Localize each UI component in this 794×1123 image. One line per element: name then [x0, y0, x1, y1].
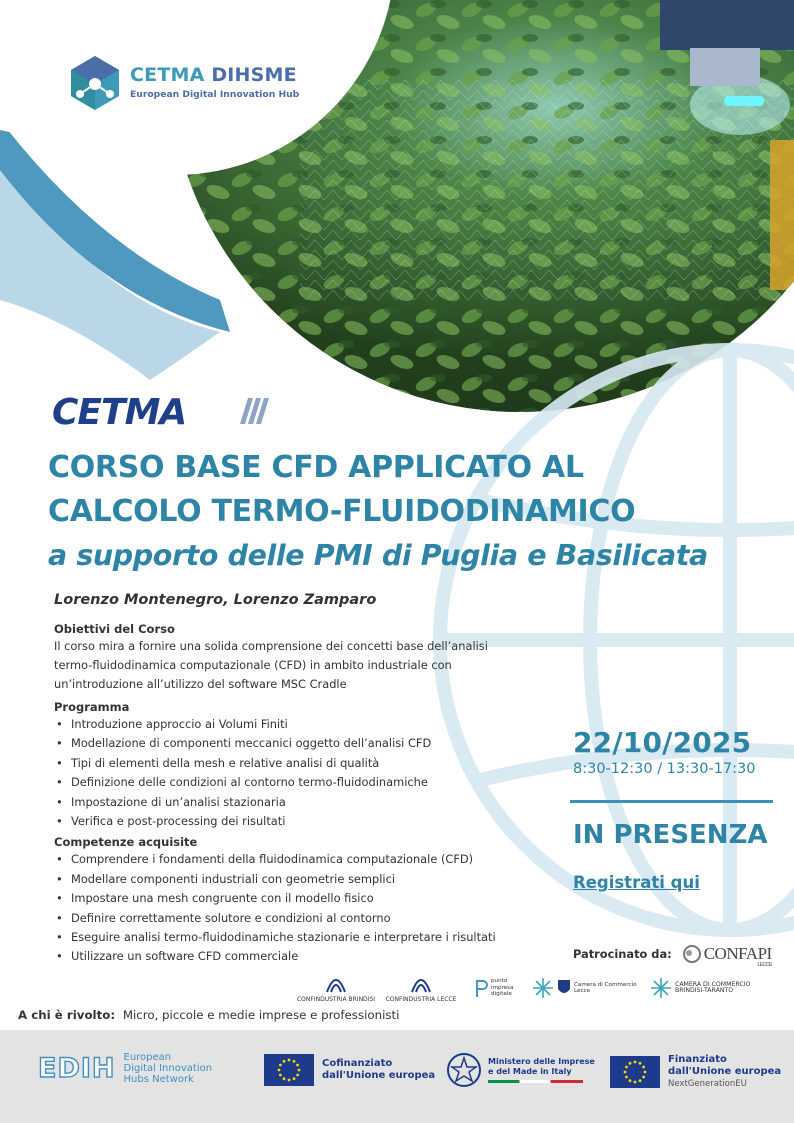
confapi-name: CONFAPI: [703, 944, 772, 963]
pid-line: digitale: [491, 991, 512, 998]
title-line-2: CALCOLO TERMO-FLUIDODINAMICO: [48, 494, 636, 529]
eu-fin-line: NextGenerationEU: [668, 1079, 747, 1089]
cetma-logo[interactable]: [52, 394, 274, 428]
audience-label: A chi è rivolto:: [18, 1008, 116, 1022]
confapi-swirl-icon: [682, 944, 702, 964]
eu-fin-line: dall'Unione europea: [668, 1066, 782, 1077]
register-link[interactable]: Registrati qui: [573, 873, 700, 892]
program-heading: Programma: [54, 700, 130, 714]
edih-logo[interactable]: [38, 1052, 212, 1085]
patron-label: Patrocinato da:: [573, 947, 672, 961]
program-item: • Verifica e post-processing dei risultati: [54, 812, 574, 831]
title-line-3: a supporto delle PMI di Puglia e Basilicata: [48, 539, 708, 572]
authors: Lorenzo Montenegro, Lorenzo Zamparo: [54, 592, 377, 608]
eu-cofin-line: dall'Unione europea: [322, 1070, 436, 1081]
snowflake-icon: [650, 977, 672, 999]
confindustria-icon: [325, 974, 347, 994]
punto-impresa-digitale-logo[interactable]: [474, 977, 532, 999]
objectives-line: termo-fluidodinamica computazionale (CFD) in ambito industriale con: [54, 658, 452, 672]
eu-flag-icon: [610, 1056, 660, 1088]
eu-finanziato-logo[interactable]: [610, 1054, 781, 1090]
ministry-line: Ministero delle Imprese: [488, 1057, 595, 1066]
program-item: • Definizione delle condizioni al contorno termo-fluidodinamiche: [54, 773, 574, 792]
divider: [570, 800, 773, 803]
pid-icon: [474, 977, 488, 999]
cetma-logo-text: CETMA: [52, 394, 187, 428]
audience: [18, 1008, 399, 1022]
camera-br-ta-line: CAMERA DI COMMERCIO: [675, 980, 751, 988]
program-list: [54, 715, 574, 831]
italian-emblem-icon: [446, 1050, 482, 1090]
pid-line: impresa: [491, 984, 514, 991]
sponsor-logos: [292, 970, 786, 1006]
edih-line: Digital Innovation: [123, 1063, 213, 1074]
camera-br-ta-line: BRINDISI-TARANTO: [675, 987, 734, 994]
camera-commercio-lecce-logo[interactable]: [532, 977, 650, 999]
skills-item: • Eseguire analisi termo-fluidodinamiche stazionarie e interpretare i risultati: [54, 928, 574, 947]
footer: [0, 1030, 794, 1123]
course-title: [48, 446, 788, 578]
snowflake-icon: [532, 977, 554, 999]
eu-cofinanziato-logo[interactable]: [264, 1054, 435, 1086]
objectives-line: un’introduzione all’utilizzo del software MSC Cradle: [54, 677, 347, 691]
eu-flag-icon: [264, 1054, 314, 1086]
skills-item: • Impostare una mesh congruente con il modello fisico: [54, 889, 574, 908]
camera-lecce-line: Camera di Commercio: [574, 981, 637, 988]
confapi-sub: LECCE: [757, 962, 772, 968]
italian-tricolor: [488, 1080, 583, 1083]
confindustria-icon: [410, 974, 432, 994]
confindustria-brindisi-text: CONFINDUSTRIA BRINDISI: [296, 995, 376, 1003]
pid-line: punto: [491, 978, 508, 985]
ministry-logo[interactable]: [446, 1050, 595, 1090]
camera-lecce-line: Lecce: [574, 988, 591, 994]
program-item: • Tipi di elementi della mesh e relative analisi di qualità: [54, 754, 574, 773]
cetma-dihsme-logo[interactable]: [68, 54, 299, 112]
event-date-block: [573, 726, 756, 777]
objectives-heading: Obiettivi del Corso: [54, 622, 175, 636]
skills-list: [54, 850, 574, 966]
program-item: • Impostazione di un’analisi stazionaria: [54, 793, 574, 812]
skills-item: • Comprendere i fondamenti della fluidodinamica computazionale (CFD): [54, 850, 574, 869]
edih-big: EDIH: [38, 1053, 116, 1084]
skills-item: • Modellare componenti industriali con geometrie semplici: [54, 870, 574, 889]
program-item: • Introduzione approccio ai Volumi Finiti: [54, 715, 574, 734]
coat-of-arms-icon: [557, 979, 571, 997]
confindustria-lecce-logo[interactable]: [380, 974, 462, 1003]
dihsme-name-cetma: CETMA: [130, 64, 212, 86]
camera-commercio-brindisi-taranto-logo[interactable]: [650, 977, 774, 999]
course-content: [54, 622, 574, 967]
ministry-line: e del Made in Italy: [488, 1067, 572, 1076]
edih-line: Hubs Network: [123, 1074, 194, 1085]
dihsme-subtitle: European Digital Innovation Hub: [130, 89, 300, 100]
eu-cofin-line: Cofinanziato: [322, 1058, 393, 1069]
hexagon-network-icon: [68, 54, 122, 112]
edih-line: European: [123, 1052, 172, 1063]
program-item: • Modellazione di componenti meccanici oggetto dell’analisi CFD: [54, 734, 574, 753]
title-line-1: CORSO BASE CFD APPLICATO AL: [48, 450, 584, 485]
objectives-line: Il corso mira a fornire una solida comprensione dei concetti base dell’analisi: [54, 639, 488, 653]
audience-text: Micro, piccole e medie imprese e professionisti: [122, 1008, 400, 1022]
skills-item: • Definire correttamente solutore e condizioni al contorno: [54, 909, 574, 928]
event-date: 22/10/2025: [573, 726, 752, 759]
dihsme-name-dihsme: DIHSME: [211, 64, 297, 86]
event-mode: IN PRESENZA: [573, 820, 768, 850]
confapi-logo[interactable]: [682, 944, 772, 968]
eu-fin-line: Finanziato: [668, 1054, 727, 1065]
confindustria-lecce-text: CONFINDUSTRIA LECCE: [385, 995, 457, 1003]
skills-item: • Utilizzare un software CFD commerciale: [54, 947, 574, 966]
confindustria-brindisi-logo[interactable]: [292, 974, 380, 1003]
skills-heading: Competenze acquisite: [54, 835, 198, 850]
event-time: 8:30-12:30 / 13:30-17:30: [573, 761, 756, 777]
patron-block: [573, 944, 772, 968]
